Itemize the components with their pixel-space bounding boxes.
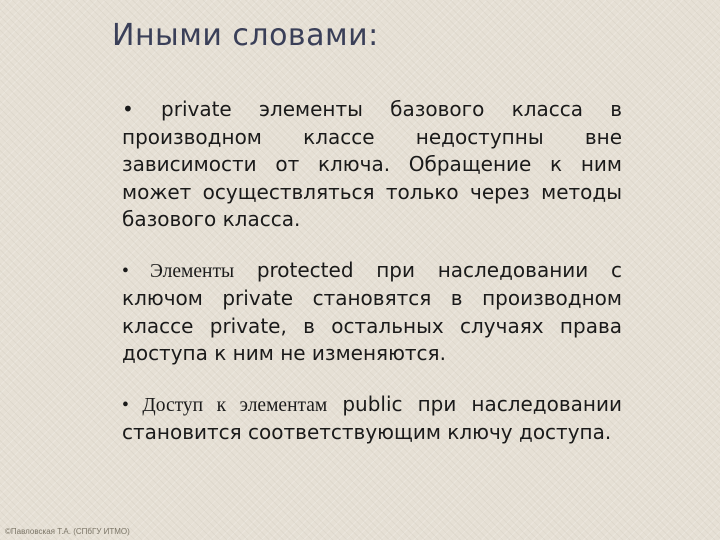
bullet-prefix: • Элементы <box>122 260 235 282</box>
bullet-text: public при наследовании становится соответствующим ключу доступа. <box>122 391 622 444</box>
bullet-text: • private элементы базового класса в производном классе недоступны вне зависимости от ключа. Обращение к ним может осуществляться только через методы базового класса. <box>122 97 622 231</box>
bullet-protected-members <box>122 257 622 368</box>
bullet-text: protected при наследовании с ключом private становятся в производном классе private, в остальных случаях права доступа к ним не изменяются. <box>122 257 622 365</box>
bullet-private-members <box>122 96 622 234</box>
slide-title: Иными словами: <box>112 18 379 53</box>
bullet-prefix: • Доступ к элементам <box>122 394 328 416</box>
copyright-footer: ©Павловская Т.А. (СПбГУ ИТМО) <box>5 527 130 536</box>
bullet-public-members <box>122 391 622 447</box>
bullet-list <box>122 96 622 470</box>
